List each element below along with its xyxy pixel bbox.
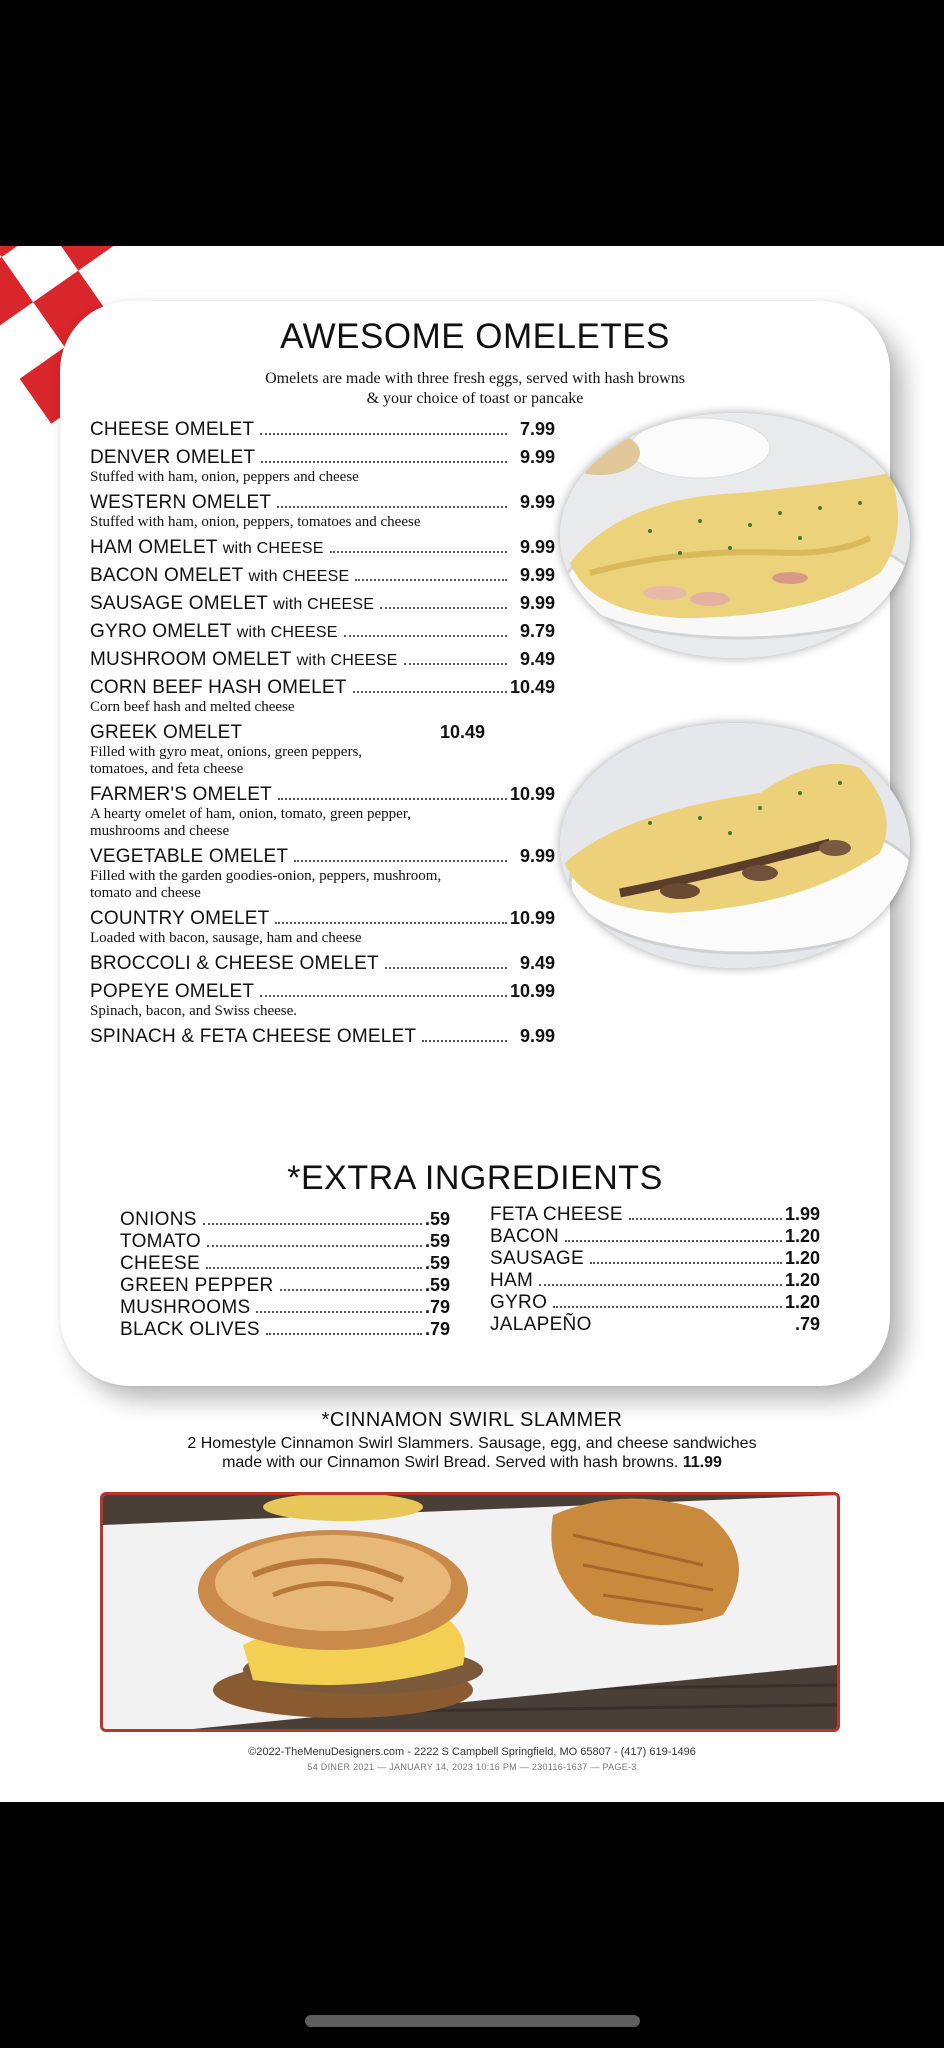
- item-name: GREEK OMELET: [90, 722, 243, 743]
- item-description: Corn beef hash and melted cheese: [90, 699, 295, 715]
- item-price: 9.99: [519, 1026, 555, 1046]
- extra-item: TOMATO .59: [120, 1231, 450, 1252]
- omelets-card: [60, 301, 890, 1386]
- item-name: DENVER OMELET: [90, 447, 256, 468]
- extra-item: MUSHROOMS .79: [120, 1297, 450, 1318]
- menu-item: [90, 593, 555, 615]
- item-description: Spinach, bacon, and Swiss cheese.: [90, 1003, 298, 1019]
- item-description: Filled with the garden goodies-onion, peppers, mushroom, tomato and cheese: [90, 868, 442, 901]
- item-price: 9.99: [519, 593, 555, 613]
- footer-copyright: ©2022-TheMenuDesigners.com - 2222 S Campbell Springfield, MO 65807 - (417) 619-1496: [248, 1746, 696, 1758]
- extra-item: JALAPEÑO .79: [490, 1314, 820, 1335]
- item-name: SAUSAGE OMELET with CHEESE: [90, 593, 375, 614]
- omelets-intro: Omelets are made with three fresh eggs, served with hash browns & your choice of toast or pancake: [265, 370, 685, 407]
- footer-print-info: 54 DINER 2021 — JANUARY 14, 2023 10:16 PM — 230116-1637 — PAGE-3: [307, 1762, 637, 1772]
- menu-item: [90, 649, 555, 671]
- item-name: CHEESE OMELET: [90, 419, 255, 440]
- menu-item: [90, 419, 555, 441]
- item-price: 10.99: [510, 981, 556, 1001]
- extra-item: GYRO 1.20: [490, 1292, 820, 1313]
- item-price: 10.49: [440, 722, 486, 742]
- item-price: 9.99: [519, 447, 555, 467]
- menu-item: [90, 1026, 555, 1048]
- slammer-photo: [100, 1492, 840, 1732]
- extra-item: HAM 1.20: [490, 1270, 820, 1291]
- menu-item: [90, 846, 555, 902]
- omelet-list: [90, 419, 555, 1054]
- home-indicator[interactable]: [305, 2015, 640, 2027]
- item-price: 9.99: [519, 846, 555, 866]
- item-price: 9.99: [519, 537, 555, 557]
- item-name: BACON OMELET with CHEESE: [90, 565, 350, 586]
- item-price: 9.99: [519, 492, 555, 512]
- menu-item: [90, 447, 555, 486]
- item-price: 10.99: [510, 908, 556, 928]
- item-name: COUNTRY OMELET: [90, 908, 270, 929]
- item-description: Stuffed with ham, onion, peppers and cheese: [90, 469, 359, 485]
- menu-page: [0, 246, 944, 1802]
- extra-item: CHEESE .59: [120, 1253, 450, 1274]
- menu-item: [90, 565, 555, 587]
- item-name: WESTERN OMELET: [90, 492, 272, 513]
- menu-item: [90, 621, 555, 643]
- item-price: 9.49: [519, 649, 555, 669]
- extra-item: BACON 1.20: [490, 1226, 820, 1247]
- extra-item: FETA CHEESE 1.99: [490, 1204, 820, 1225]
- item-price: 10.49: [510, 677, 556, 697]
- item-price: 10.99: [510, 784, 556, 804]
- item-price: 9.49: [519, 953, 555, 973]
- item-name: VEGETABLE OMELET: [90, 846, 289, 867]
- extra-item: GREEN PEPPER .59: [120, 1275, 450, 1296]
- omelet-photo: [560, 723, 910, 968]
- menu-item: [90, 722, 555, 778]
- menu-item: [90, 492, 555, 531]
- extra-item: BLACK OLIVES .79: [120, 1319, 450, 1340]
- slammer-price: 11.99: [682, 1454, 722, 1471]
- item-price: 9.79: [519, 621, 555, 641]
- item-description: Loaded with bacon, sausage, ham and cheese: [90, 930, 362, 946]
- item-price: 7.99: [519, 419, 555, 439]
- item-name: GYRO OMELET with CHEESE: [90, 621, 338, 642]
- item-price: 9.99: [519, 565, 555, 585]
- menu-item: [90, 953, 555, 975]
- item-name: CORN BEEF HASH OMELET: [90, 677, 347, 698]
- extras-list-left: [120, 1209, 450, 1341]
- slammer-title: *CINNAMON SWIRL SLAMMER: [321, 1409, 623, 1431]
- omelets-title: AWESOME OMELETES: [280, 317, 670, 356]
- extra-item: SAUSAGE 1.20: [490, 1248, 820, 1269]
- item-name: MUSHROOM OMELET with CHEESE: [90, 649, 398, 670]
- slammer-description: 2 Homestyle Cinnamon Swirl Slammers. Sausage, egg, and cheese sandwiches made with our Cinnamon Swirl Bread. Served with hash browns. 11.99: [187, 1435, 757, 1471]
- item-description: A hearty omelet of ham, onion, tomato, green pepper, mushrooms and cheese: [90, 806, 411, 839]
- menu-item: [90, 677, 555, 716]
- extras-list-right: [490, 1204, 820, 1336]
- omelet-photo: [560, 413, 910, 658]
- item-name: FARMER'S OMELET: [90, 784, 272, 805]
- item-name: HAM OMELET with CHEESE: [90, 537, 324, 558]
- item-name: SPINACH & FETA CHEESE OMELET: [90, 1026, 417, 1047]
- item-name: POPEYE OMELET: [90, 981, 255, 1002]
- menu-item: [90, 981, 555, 1020]
- extra-item: ONIONS .59: [120, 1209, 450, 1230]
- menu-item: [90, 908, 555, 947]
- item-description: Stuffed with ham, onion, peppers, tomatoes and cheese: [90, 514, 421, 530]
- item-name: BROCCOLI & CHEESE OMELET: [90, 953, 379, 974]
- menu-item: [90, 784, 555, 840]
- menu-item: [90, 537, 555, 559]
- extras-title: *EXTRA INGREDIENTS: [287, 1159, 663, 1197]
- item-description: Filled with gyro meat, onions, green peppers, tomatoes, and feta cheese: [90, 744, 363, 777]
